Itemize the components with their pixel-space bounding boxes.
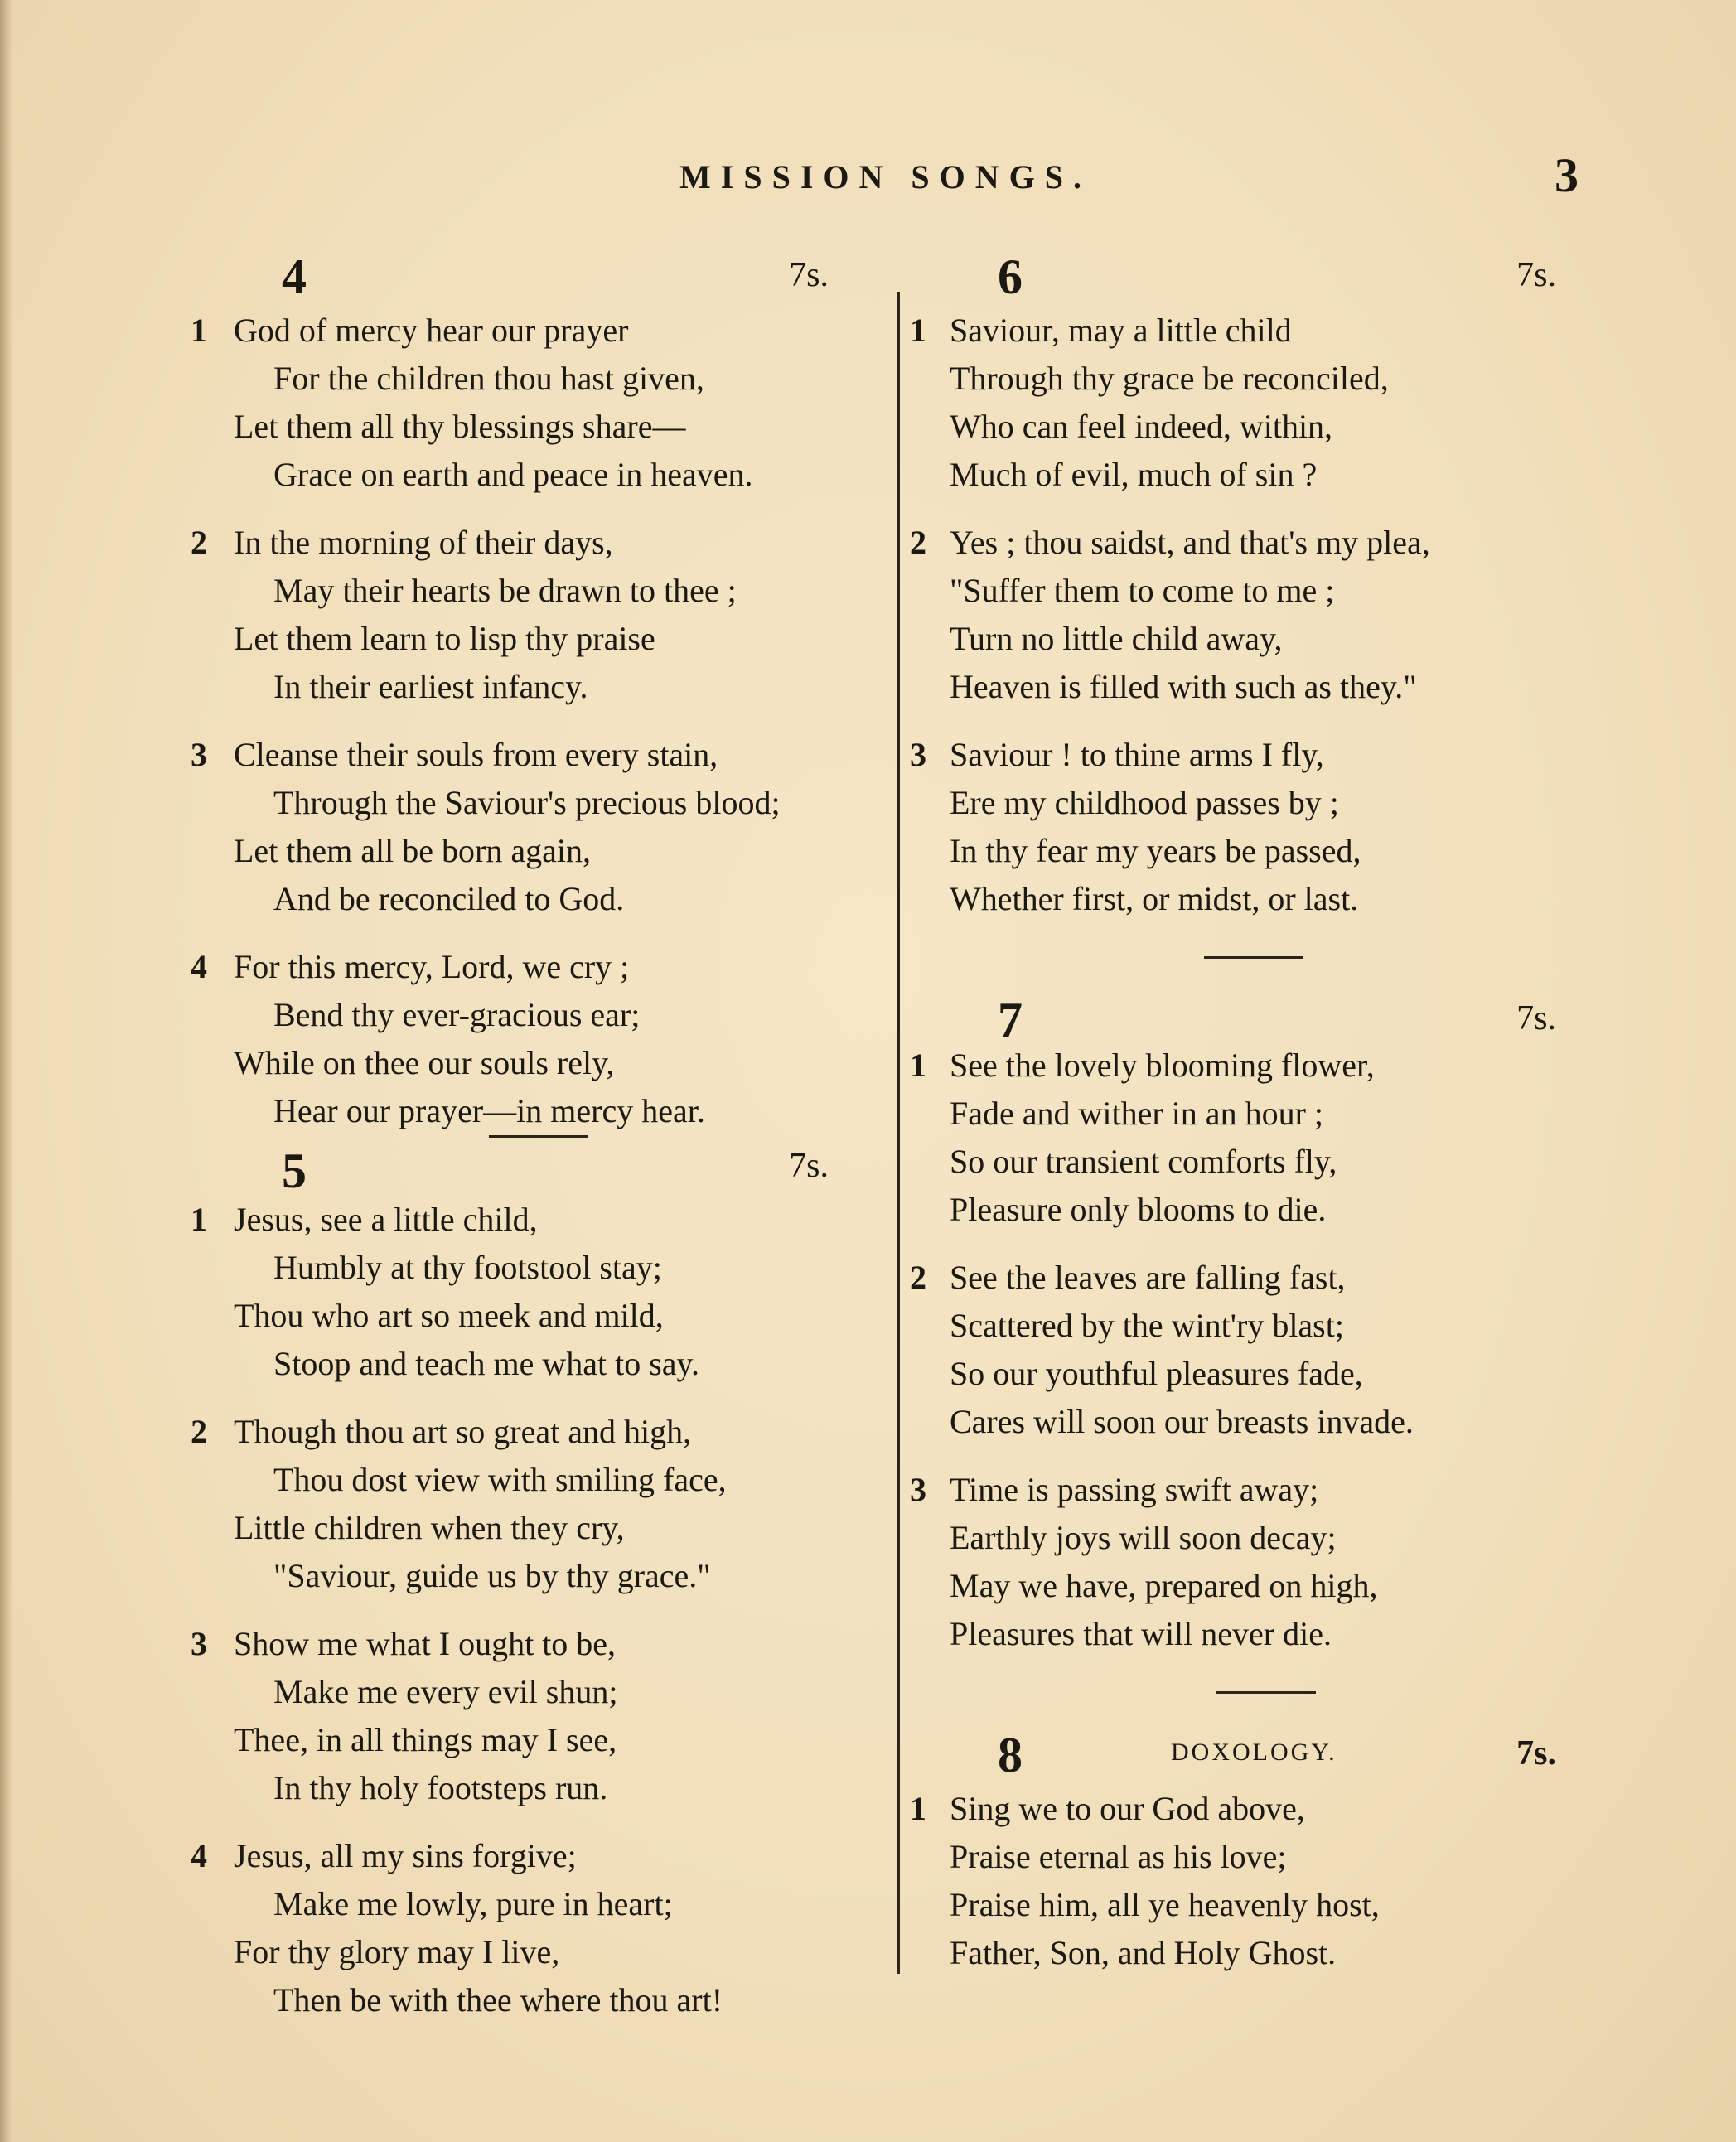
verse-number: 4 bbox=[191, 948, 207, 985]
hymn-header bbox=[910, 249, 1556, 307]
hymn-meter: 7s. bbox=[1516, 1734, 1556, 1772]
verse-line: Cares will soon our breasts invade. bbox=[950, 1403, 1414, 1440]
verse-number: 1 bbox=[910, 1047, 926, 1084]
verse-line: 1 See the lovely blooming flower, bbox=[910, 1042, 1556, 1090]
verse-line: So our youthful pleasures fade, bbox=[950, 1355, 1363, 1392]
verse-number: 4 bbox=[191, 1837, 207, 1874]
verse-line: Grace on earth and peace in heaven. bbox=[273, 456, 753, 493]
verse-line: May we have, prepared on high, bbox=[950, 1567, 1378, 1604]
verse-line: Let them learn to lisp thy praise bbox=[234, 620, 655, 657]
verse-line: Ere my childhood passes by ; bbox=[950, 784, 1339, 821]
hymn-number: 4 bbox=[282, 249, 307, 304]
verse-line: Pleasures that will never die. bbox=[950, 1615, 1332, 1652]
hymn-meter: 7s. bbox=[789, 256, 829, 294]
right-column bbox=[910, 249, 1556, 1997]
running-title: MISSION SONGS. bbox=[679, 158, 1091, 196]
verse-line: 3 Show me what I ought to be, bbox=[191, 1620, 878, 1668]
hymn-5 bbox=[191, 1146, 878, 2024]
column-divider bbox=[897, 292, 900, 1974]
verse-number: 2 bbox=[910, 524, 926, 561]
verse-line: "Saviour, guide us by thy grace." bbox=[273, 1557, 711, 1594]
verse-number: 1 bbox=[910, 1790, 926, 1827]
verse-line: Thou who art so meek and mild, bbox=[234, 1297, 664, 1334]
verse bbox=[191, 1408, 878, 1600]
page-number: 3 bbox=[1555, 148, 1579, 202]
verse-line: May their hearts be drawn to thee ; bbox=[273, 572, 737, 609]
verse bbox=[910, 307, 1556, 499]
verse-number: 2 bbox=[191, 1413, 207, 1450]
verse-line: Let them all be born again, bbox=[234, 832, 591, 869]
hymn-header bbox=[191, 1146, 878, 1196]
verse-line: In thy fear my years be passed, bbox=[950, 832, 1361, 869]
verse-line: Heaven is filled with such as they." bbox=[950, 668, 1417, 705]
verse-line: 1 Jesus, see a little child, bbox=[191, 1196, 878, 1244]
hymn-number: 5 bbox=[282, 1144, 307, 1198]
verse bbox=[191, 731, 878, 923]
verse-line: 1 God of mercy hear our prayer bbox=[191, 307, 878, 355]
verse-line: 1 Sing we to our God above, bbox=[910, 1785, 1556, 1833]
verse-line: Much of evil, much of sin ? bbox=[950, 456, 1318, 493]
verse-line: For thy glory may I live, bbox=[234, 1933, 560, 1970]
verse bbox=[910, 1042, 1556, 1234]
verse-line: Hear our prayer—in mercy hear. bbox=[273, 1092, 705, 1129]
verse-number: 3 bbox=[191, 1625, 207, 1662]
hymn-meter: 7s. bbox=[1516, 999, 1556, 1037]
hymn-meter: 7s. bbox=[1516, 256, 1556, 294]
verse-line: 3 Cleanse their souls from every stain, bbox=[191, 731, 878, 779]
verse-line: Thee, in all things may I see, bbox=[234, 1721, 617, 1758]
verse-number: 3 bbox=[910, 736, 926, 773]
verse-line: Stoop and teach me what to say. bbox=[273, 1345, 699, 1382]
hymn-separator bbox=[489, 1135, 588, 1138]
verse-number: 1 bbox=[191, 312, 207, 349]
verse-number: 3 bbox=[191, 736, 207, 773]
verse-line: "Suffer them to come to me ; bbox=[950, 572, 1335, 609]
hymn-number: 6 bbox=[998, 249, 1023, 304]
hymn-number: 8 bbox=[998, 1728, 1023, 1782]
verse-line: In thy holy footsteps run. bbox=[273, 1769, 608, 1806]
hymn-header bbox=[910, 1727, 1556, 1785]
verse bbox=[191, 519, 878, 711]
verse-line: While on thee our souls rely, bbox=[234, 1044, 615, 1081]
verse-line: And be reconciled to God. bbox=[273, 880, 625, 917]
verse-line: In their earliest infancy. bbox=[273, 668, 588, 705]
verse bbox=[910, 1466, 1556, 1658]
verse-line: Then be with thee where thou art! bbox=[273, 1981, 723, 2019]
verse-line: 3 Saviour ! to thine arms I fly, bbox=[910, 731, 1556, 779]
verse-line: 2 See the leaves are falling fast, bbox=[910, 1254, 1556, 1302]
verse-line: Praise eternal as his love; bbox=[950, 1838, 1287, 1875]
hymn-separator bbox=[1216, 1691, 1316, 1694]
verse-line: 4 For this mercy, Lord, we cry ; bbox=[191, 943, 878, 991]
verse-line: Through the Saviour's precious blood; bbox=[273, 784, 781, 821]
verse-line: 2 Though thou art so great and high, bbox=[191, 1408, 878, 1456]
verse-line: Pleasure only blooms to die. bbox=[950, 1191, 1327, 1228]
page-spine-edge bbox=[0, 0, 12, 2142]
verse-line: Earthly joys will soon decay; bbox=[950, 1519, 1337, 1556]
hymn-6 bbox=[910, 249, 1556, 923]
verse-line: Little children when they cry, bbox=[234, 1509, 625, 1546]
verse-line: 3 Time is passing swift away; bbox=[910, 1466, 1556, 1514]
verse-line: Through thy grace be reconciled, bbox=[950, 360, 1389, 397]
hymn-number: 7 bbox=[998, 993, 1023, 1047]
verse-line: 1 Saviour, may a little child bbox=[910, 307, 1556, 355]
verse-line: 4 Jesus, all my sins forgive; bbox=[191, 1832, 878, 1880]
hymn-label: DOXOLOGY. bbox=[1171, 1738, 1337, 1766]
verse-line: Father, Son, and Holy Ghost. bbox=[950, 1934, 1337, 1971]
verse bbox=[191, 943, 878, 1135]
hymn-header bbox=[191, 249, 878, 307]
verse bbox=[191, 1196, 878, 1388]
hymn-header bbox=[910, 992, 1556, 1047]
verse-line: Make me every evil shun; bbox=[273, 1673, 618, 1710]
verse-number: 2 bbox=[910, 1259, 926, 1296]
left-column bbox=[191, 249, 878, 2044]
verse-line: Humbly at thy footstool stay; bbox=[273, 1249, 662, 1286]
verse bbox=[191, 307, 878, 499]
verse-line: Thou dost view with smiling face, bbox=[273, 1461, 727, 1498]
verse-number: 3 bbox=[910, 1471, 926, 1508]
verse-line: Bend thy ever-gracious ear; bbox=[273, 996, 641, 1033]
verse-line: Let them all thy blessings share— bbox=[234, 408, 686, 445]
verse bbox=[191, 1832, 878, 2024]
verse-line: Turn no little child away, bbox=[950, 620, 1283, 657]
verse-line: So our transient comforts fly, bbox=[950, 1143, 1337, 1180]
hymn-8-doxology bbox=[910, 1727, 1556, 1977]
verse bbox=[910, 519, 1556, 711]
verse-line: For the children thou hast given, bbox=[273, 360, 704, 397]
verse bbox=[191, 1620, 878, 1812]
hymn-7 bbox=[910, 992, 1556, 1658]
verse-line: Praise him, all ye heavenly host, bbox=[950, 1886, 1380, 1923]
verse bbox=[910, 731, 1556, 923]
hymn-4 bbox=[191, 249, 878, 1135]
verse-line: Make me lowly, pure in heart; bbox=[273, 1885, 673, 1922]
verse-number: 1 bbox=[191, 1201, 207, 1238]
verse-line: 2 Yes ; thou saidst, and that's my plea, bbox=[910, 519, 1556, 567]
verse-number: 1 bbox=[910, 312, 926, 349]
verse-line: Fade and wither in an hour ; bbox=[950, 1095, 1323, 1132]
verse-line: Whether first, or midst, or last. bbox=[950, 880, 1359, 917]
verse-number: 2 bbox=[191, 524, 207, 561]
verse-line: Who can feel indeed, within, bbox=[950, 408, 1333, 445]
hymn-separator bbox=[1204, 956, 1303, 959]
verse-line: Scattered by the wint'ry blast; bbox=[950, 1307, 1344, 1344]
verse bbox=[910, 1785, 1556, 1977]
verse bbox=[910, 1254, 1556, 1446]
hymn-meter: 7s. bbox=[789, 1147, 829, 1185]
verse-line: 2 In the morning of their days, bbox=[191, 519, 878, 567]
